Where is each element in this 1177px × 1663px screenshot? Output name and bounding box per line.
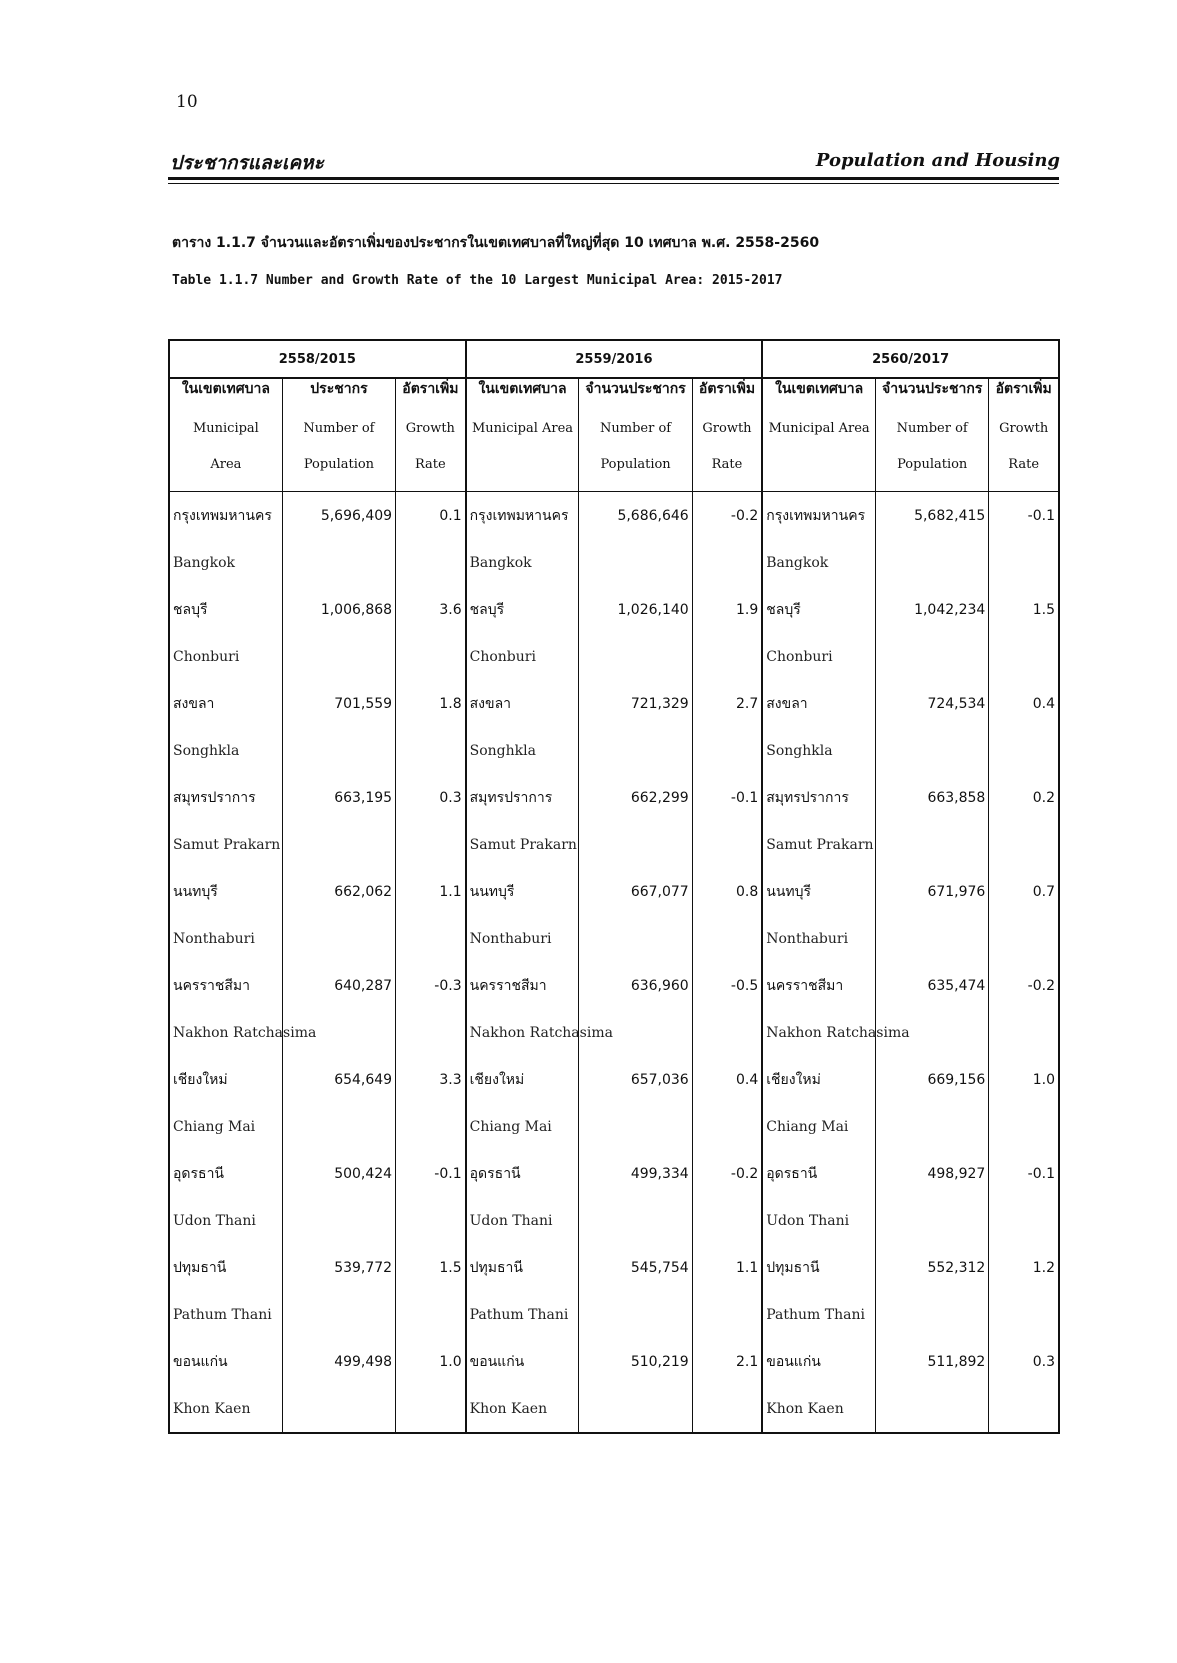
- growth-rate-header-thai: อัตราเพิ่ม: [995, 381, 1052, 397]
- growth-rate-value: 0.8: [692, 868, 762, 915]
- municipality-name-thai: อุดรธานี: [466, 1150, 579, 1197]
- empty-cell: [282, 821, 395, 868]
- municipality-name-thai: เชียงใหม่: [762, 1056, 875, 1103]
- municipality-name-thai: ปทุมธานี: [466, 1244, 579, 1291]
- empty-cell: [282, 539, 395, 586]
- municipality-name-thai: นนทบุรี: [466, 868, 579, 915]
- empty-cell: [282, 1385, 395, 1433]
- population-value: 636,960: [579, 962, 692, 1009]
- municipality-name-english: Chonburi: [466, 633, 579, 680]
- empty-cell: [396, 1009, 466, 1056]
- empty-cell: [282, 1291, 395, 1338]
- table-row-english: [169, 915, 1059, 962]
- growth-rate-header-english: Rate: [414, 457, 446, 472]
- population-value: 1,006,868: [282, 586, 395, 633]
- population-header-thai: จำนวนประชากร: [585, 381, 686, 397]
- population-value: 721,329: [579, 680, 692, 727]
- municipality-name-thai: ขอนแก่น: [466, 1338, 579, 1385]
- municipal-area-header-english: Municipal Area: [768, 421, 870, 436]
- empty-cell: [396, 1291, 466, 1338]
- growth-rate-value: 0.4: [1032, 695, 1055, 712]
- municipality-name-thai: นครราชสีมา: [466, 962, 579, 1009]
- table-row: [169, 586, 1059, 633]
- growth-rate-value: 1.5: [1032, 601, 1055, 618]
- empty-cell: [282, 1103, 395, 1150]
- population-header-english: Number of: [896, 421, 968, 436]
- municipality-name-english: Pathum Thani: [762, 1291, 875, 1338]
- empty-cell: [989, 1291, 1059, 1338]
- table-row: [169, 1150, 1059, 1197]
- municipality-name-thai: ชลบุรี: [169, 586, 282, 633]
- growth-rate-value: 1.1: [692, 1244, 762, 1291]
- municipality-name-english: Pathum Thani: [169, 1291, 282, 1338]
- municipality-name-english: Bangkok: [466, 539, 579, 586]
- empty-cell: [396, 915, 466, 962]
- table-row-english: [169, 1291, 1059, 1338]
- empty-cell: [579, 727, 692, 774]
- page-number: 10: [176, 92, 198, 112]
- table-row: [169, 1244, 1059, 1291]
- empty-cell: [579, 539, 692, 586]
- empty-cell: [876, 915, 989, 962]
- population-value: 5,686,646: [579, 492, 692, 540]
- municipality-name-english: Nonthaburi: [466, 915, 579, 962]
- municipality-name-english: Samut Prakarn: [762, 821, 875, 868]
- empty-cell: [579, 1197, 692, 1244]
- municipality-name-english: Nakhon Ratchasima: [169, 1009, 282, 1056]
- municipality-name-thai: สงขลา: [466, 680, 579, 727]
- table-row: [169, 868, 1059, 915]
- table-row: [169, 1056, 1059, 1103]
- municipality-name-thai: กรุงเทพมหานคร: [762, 492, 875, 540]
- population-value: 667,077: [579, 868, 692, 915]
- empty-cell: [692, 727, 762, 774]
- growth-rate-value: -0.3: [396, 962, 466, 1009]
- municipality-name-thai: เชียงใหม่: [466, 1056, 579, 1103]
- population-value: 1,026,140: [579, 586, 692, 633]
- table-row-english: [169, 633, 1059, 680]
- municipality-name-english: Chiang Mai: [169, 1103, 282, 1150]
- growth-rate-value: 3.6: [396, 586, 466, 633]
- empty-cell: [876, 727, 989, 774]
- empty-cell: [692, 1009, 762, 1056]
- growth-rate-value: 1.9: [692, 586, 762, 633]
- empty-cell: [876, 821, 989, 868]
- year-header-row: [169, 340, 1059, 378]
- growth-rate-value: 0.7: [1032, 883, 1055, 900]
- municipality-name-english: Samut Prakarn: [169, 821, 282, 868]
- municipality-name-english: Songhkla: [466, 727, 579, 774]
- empty-cell: [579, 633, 692, 680]
- growth-rate-value: -0.1: [1027, 507, 1055, 524]
- population-value: 724,534: [876, 680, 989, 727]
- empty-cell: [692, 1197, 762, 1244]
- growth-rate-header-english: Rate: [711, 457, 743, 472]
- population-header-thai: ประชากร: [310, 381, 368, 397]
- municipality-name-english: Bangkok: [169, 539, 282, 586]
- empty-cell: [989, 1009, 1059, 1056]
- municipal-area-header-english: Area: [210, 457, 242, 472]
- empty-cell: [396, 821, 466, 868]
- growth-rate-value: -0.2: [1027, 977, 1055, 994]
- population-value: 5,682,415: [876, 492, 989, 540]
- municipality-name-english: Nakhon Ratchasima: [466, 1009, 579, 1056]
- growth-rate-header-english: Growth: [405, 421, 455, 436]
- header-rule: [168, 177, 1059, 180]
- year-header: 2559/2016: [466, 340, 763, 378]
- table-caption-english: Table 1.1.7 Number and Growth Rate of the 10 Largest Municipal Area: 2015-2017: [172, 273, 783, 288]
- empty-cell: [579, 1385, 692, 1433]
- table-body: [169, 492, 1059, 1434]
- municipal-area-header: [762, 378, 875, 492]
- population-value: 657,036: [579, 1056, 692, 1103]
- growth-rate-value: 1.0: [1032, 1071, 1055, 1088]
- growth-rate-value: 0.3: [396, 774, 466, 821]
- population-value: 545,754: [579, 1244, 692, 1291]
- growth-rate-header: [396, 378, 466, 492]
- municipal-area-header-thai: ในเขตเทศบาล: [478, 381, 567, 397]
- growth-rate-header: [692, 378, 762, 492]
- empty-cell: [282, 915, 395, 962]
- municipality-name-thai: กรุงเทพมหานคร: [169, 492, 282, 540]
- municipality-name-english: Khon Kaen: [466, 1385, 579, 1433]
- population-header-english: Population: [303, 457, 375, 472]
- growth-rate-value: 1.2: [1032, 1259, 1055, 1276]
- section-title-english: Population and Housing: [815, 150, 1060, 171]
- municipality-name-thai: ปทุมธานี: [169, 1244, 282, 1291]
- municipality-name-thai: กรุงเทพมหานคร: [466, 492, 579, 540]
- municipality-name-thai: นครราชสีมา: [169, 962, 282, 1009]
- growth-rate-value: -0.1: [396, 1150, 466, 1197]
- population-header: [579, 378, 692, 492]
- population-value: 499,498: [282, 1338, 395, 1385]
- growth-rate-value: 0.3: [1032, 1353, 1055, 1370]
- municipality-name-thai: อุดรธานี: [762, 1150, 875, 1197]
- municipality-name-thai: ชลบุรี: [466, 586, 579, 633]
- empty-cell: [396, 727, 466, 774]
- municipality-name-thai: สมุทรปราการ: [169, 774, 282, 821]
- header-rule-thin: [168, 183, 1059, 184]
- population-value: 671,976: [876, 868, 989, 915]
- population-header: [282, 378, 395, 492]
- table-row: [169, 1338, 1059, 1385]
- empty-cell: [692, 915, 762, 962]
- municipality-name-english: Chiang Mai: [762, 1103, 875, 1150]
- empty-cell: [876, 1385, 989, 1433]
- empty-cell: [579, 821, 692, 868]
- population-value: 635,474: [876, 962, 989, 1009]
- municipality-name-thai: นนทบุรี: [762, 868, 875, 915]
- empty-cell: [989, 633, 1059, 680]
- table-row-english: [169, 1009, 1059, 1056]
- population-header: [876, 378, 989, 492]
- municipal-area-header-thai: ในเขตเทศบาล: [181, 381, 270, 397]
- population-value: 1,042,234: [876, 586, 989, 633]
- municipal-area-header-thai: ในเขตเทศบาล: [775, 381, 864, 397]
- population-value: 662,299: [579, 774, 692, 821]
- municipality-name-english: Udon Thani: [466, 1197, 579, 1244]
- municipality-name-english: Nonthaburi: [169, 915, 282, 962]
- growth-rate-header-english: Growth: [702, 421, 752, 436]
- empty-cell: [692, 1103, 762, 1150]
- growth-rate-value: 1.0: [396, 1338, 466, 1385]
- population-value: 669,156: [876, 1056, 989, 1103]
- population-value: 539,772: [282, 1244, 395, 1291]
- population-value: 500,424: [282, 1150, 395, 1197]
- empty-cell: [876, 1103, 989, 1150]
- municipality-name-english: Chiang Mai: [466, 1103, 579, 1150]
- municipality-name-english: Khon Kaen: [762, 1385, 875, 1433]
- empty-cell: [876, 539, 989, 586]
- municipality-name-english: Songhkla: [169, 727, 282, 774]
- growth-rate-value: -0.2: [692, 492, 762, 540]
- table-row-english: [169, 1103, 1059, 1150]
- table-row: [169, 680, 1059, 727]
- municipality-name-english: Khon Kaen: [169, 1385, 282, 1433]
- empty-cell: [692, 633, 762, 680]
- empty-cell: [989, 727, 1059, 774]
- municipality-name-thai: ปทุมธานี: [762, 1244, 875, 1291]
- municipality-name-thai: ชลบุรี: [762, 586, 875, 633]
- empty-cell: [692, 1291, 762, 1338]
- growth-rate-header-thai: อัตราเพิ่ม: [402, 381, 459, 397]
- growth-rate-value: 0.2: [1032, 789, 1055, 806]
- population-value: 498,927: [876, 1150, 989, 1197]
- growth-rate-value: -0.1: [1027, 1165, 1055, 1182]
- growth-rate-value: 2.1: [692, 1338, 762, 1385]
- table-row: [169, 492, 1059, 540]
- empty-cell: [396, 539, 466, 586]
- empty-cell: [692, 821, 762, 868]
- empty-cell: [989, 1197, 1059, 1244]
- population-value: 654,649: [282, 1056, 395, 1103]
- growth-rate-value: -0.1: [692, 774, 762, 821]
- growth-rate-header-thai: อัตราเพิ่ม: [698, 381, 756, 397]
- growth-rate-value: 1.5: [396, 1244, 466, 1291]
- population-value: 511,892: [876, 1338, 989, 1385]
- empty-cell: [692, 539, 762, 586]
- growth-rate-value: -0.2: [692, 1150, 762, 1197]
- municipality-name-thai: ขอนแก่น: [169, 1338, 282, 1385]
- column-header-row: [169, 378, 1059, 492]
- municipality-name-english: Udon Thani: [169, 1197, 282, 1244]
- empty-cell: [876, 1291, 989, 1338]
- table-row: [169, 774, 1059, 821]
- growth-rate-value: 2.7: [692, 680, 762, 727]
- growth-rate-value: 1.1: [396, 868, 466, 915]
- empty-cell: [282, 1197, 395, 1244]
- empty-cell: [579, 915, 692, 962]
- empty-cell: [876, 633, 989, 680]
- empty-cell: [579, 1103, 692, 1150]
- municipality-name-english: Nonthaburi: [762, 915, 875, 962]
- municipal-area-header-english: Municipal: [192, 421, 259, 436]
- municipality-name-thai: อุดรธานี: [169, 1150, 282, 1197]
- municipality-name-thai: เชียงใหม่: [169, 1056, 282, 1103]
- table-row-english: [169, 821, 1059, 868]
- municipality-name-thai: นนทบุรี: [169, 868, 282, 915]
- table-row-english: [169, 727, 1059, 774]
- municipal-area-header-english: Municipal Area: [471, 421, 574, 436]
- municipality-name-thai: สงขลา: [762, 680, 875, 727]
- population-value: 701,559: [282, 680, 395, 727]
- empty-cell: [989, 915, 1059, 962]
- population-value: 663,858: [876, 774, 989, 821]
- table-row: [169, 962, 1059, 1009]
- population-header-english: Number of: [600, 421, 672, 436]
- municipality-name-english: Chonburi: [762, 633, 875, 680]
- municipal-area-header: [466, 378, 579, 492]
- growth-rate-value: 1.8: [396, 680, 466, 727]
- growth-rate-header-english: Growth: [999, 421, 1049, 436]
- municipal-population-table: [168, 339, 1060, 1434]
- population-header-english: Population: [897, 457, 968, 472]
- table-row-english: [169, 539, 1059, 586]
- table-row-english: [169, 1197, 1059, 1244]
- municipality-name-thai: สงขลา: [169, 680, 282, 727]
- empty-cell: [396, 1385, 466, 1433]
- municipality-name-english: Songhkla: [762, 727, 875, 774]
- growth-rate-value: -0.5: [692, 962, 762, 1009]
- growth-rate-header-english: Rate: [1008, 457, 1040, 472]
- municipality-name-english: Pathum Thani: [466, 1291, 579, 1338]
- population-value: 662,062: [282, 868, 395, 915]
- year-header: 2558/2015: [169, 340, 466, 378]
- growth-rate-value: 0.4: [692, 1056, 762, 1103]
- empty-cell: [989, 1385, 1059, 1433]
- population-value: 5,696,409: [282, 492, 395, 540]
- section-title-thai: ประชากรและเคหะ: [170, 152, 324, 174]
- municipality-name-thai: สมุทรปราการ: [466, 774, 579, 821]
- year-header: 2560/2017: [762, 340, 1059, 378]
- empty-cell: [282, 633, 395, 680]
- municipality-name-thai: นครราชสีมา: [762, 962, 875, 1009]
- growth-rate-value: 0.1: [396, 492, 466, 540]
- growth-rate-value: 3.3: [396, 1056, 466, 1103]
- empty-cell: [692, 1385, 762, 1433]
- municipality-name-english: Bangkok: [762, 539, 875, 586]
- empty-cell: [282, 727, 395, 774]
- population-value: 499,334: [579, 1150, 692, 1197]
- empty-cell: [989, 821, 1059, 868]
- population-value: 640,287: [282, 962, 395, 1009]
- municipality-name-thai: สมุทรปราการ: [762, 774, 875, 821]
- municipal-area-header: [169, 378, 282, 492]
- population-header-english: Population: [600, 457, 671, 472]
- empty-cell: [396, 1197, 466, 1244]
- population-value: 663,195: [282, 774, 395, 821]
- population-header-english: Number of: [303, 421, 375, 436]
- empty-cell: [396, 1103, 466, 1150]
- growth-rate-header: [989, 378, 1059, 492]
- empty-cell: [396, 633, 466, 680]
- empty-cell: [989, 1103, 1059, 1150]
- population-value: 510,219: [579, 1338, 692, 1385]
- population-header-thai: จำนวนประชากร: [882, 381, 983, 397]
- municipality-name-english: Udon Thani: [762, 1197, 875, 1244]
- empty-cell: [989, 539, 1059, 586]
- table-row-english: [169, 1385, 1059, 1433]
- municipality-name-english: Chonburi: [169, 633, 282, 680]
- population-value: 552,312: [876, 1244, 989, 1291]
- table-caption-thai: ตาราง 1.1.7 จำนวนและอัตราเพิ่มของประชากรในเขตเทศบาลที่ใหญ่ที่สุด 10 เทศบาล พ.ศ. 2558-2560: [172, 235, 820, 251]
- municipality-name-english: Nakhon Ratchasima: [762, 1009, 875, 1056]
- municipality-name-english: Samut Prakarn: [466, 821, 579, 868]
- empty-cell: [876, 1197, 989, 1244]
- municipality-name-thai: ขอนแก่น: [762, 1338, 875, 1385]
- empty-cell: [579, 1291, 692, 1338]
